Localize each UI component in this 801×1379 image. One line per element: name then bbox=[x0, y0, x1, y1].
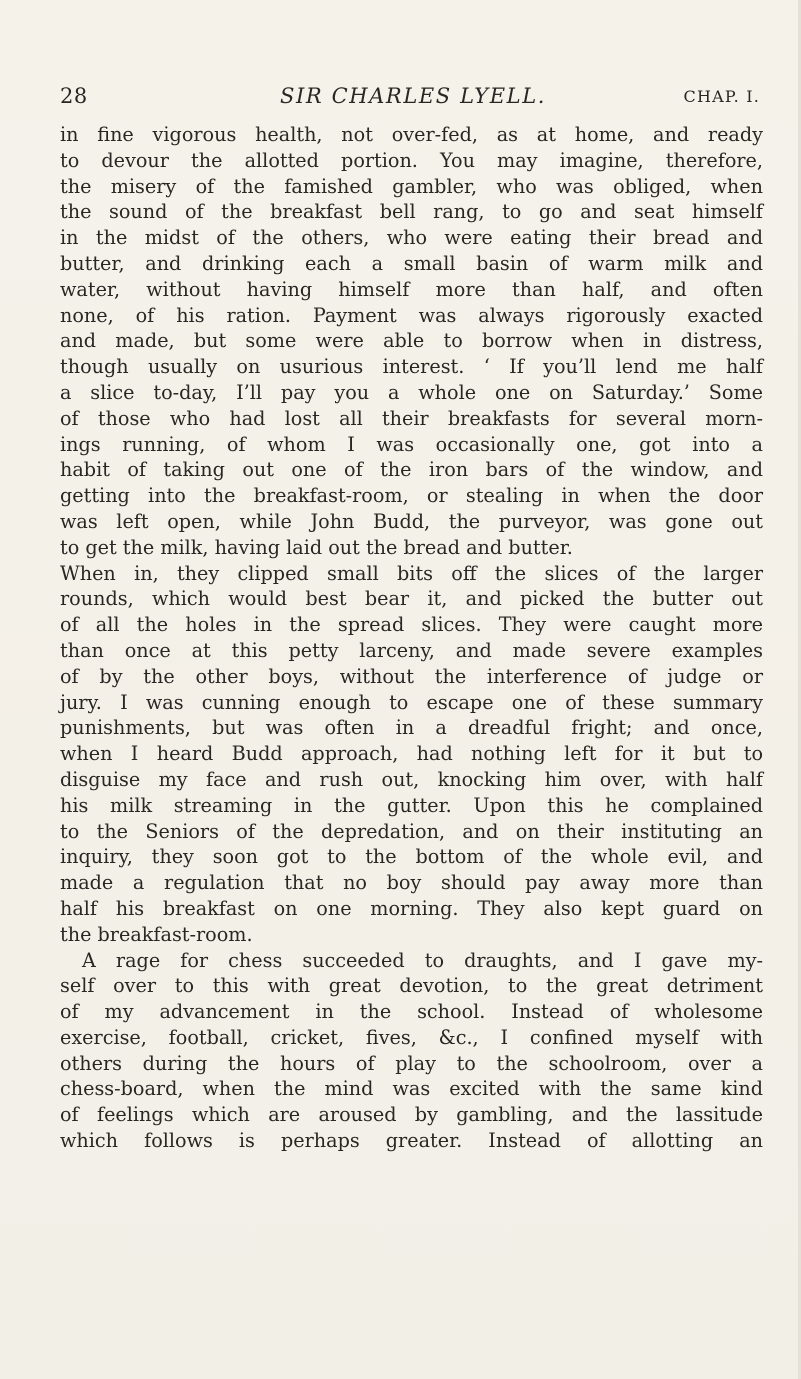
text-line: the sound of the breakfast bell rang, to go and seat himself bbox=[60, 200, 763, 224]
text-line: jury. I was cunning enough to escape one of these summary bbox=[60, 690, 763, 714]
text-line: to devour the allotted portion. You may imagine, therefore, bbox=[60, 148, 763, 172]
text-line: to the Seniors of the depredation, and on their instituting an bbox=[60, 819, 763, 843]
body-text bbox=[60, 122, 763, 1154]
text-line: When in, they clipped small bits off the slices of the larger bbox=[60, 561, 763, 585]
text-line: getting into the breakfast-room, or stealing in when the door bbox=[60, 484, 763, 508]
running-title: SIR CHARLES LYELL. bbox=[280, 84, 547, 108]
text-line: rounds, which would best bear it, and picked the butter out bbox=[60, 587, 763, 611]
text-line: of my advancement in the school. Instead of wholesome bbox=[60, 1000, 763, 1024]
text-line: A rage for chess succeeded to draughts, and I gave my- bbox=[82, 948, 763, 972]
text-line: habit of taking out one of the iron bars of the window, and bbox=[60, 458, 763, 482]
text-line: the breakfast-room. bbox=[60, 922, 253, 946]
text-line: was left open, while John Budd, the purveyor, was gone out bbox=[60, 509, 763, 533]
text-line: inquiry, they soon got to the bottom of the whole evil, and bbox=[60, 845, 763, 869]
text-line: his milk streaming in the gutter. Upon this he complained bbox=[60, 793, 763, 817]
text-line: butter, and drinking each a small basin of warm milk and bbox=[60, 251, 763, 275]
page-number: 28 bbox=[60, 84, 88, 108]
text-line: disguise my face and rush out, knocking him over, with half bbox=[60, 767, 763, 791]
text-line: exercise, football, cricket, fives, &c., I confined myself with bbox=[60, 1025, 763, 1049]
text-line: chess-board, when the mind was excited with the same kind bbox=[60, 1077, 763, 1101]
text-line: the misery of the famished gambler, who was obliged, when bbox=[60, 174, 763, 198]
text-line: water, without having himself more than half, and often bbox=[60, 277, 763, 301]
text-line: which follows is perhaps greater. Instead of allotting an bbox=[60, 1129, 763, 1153]
text-line: than once at this petty larceny, and made severe examples bbox=[60, 638, 763, 662]
text-line: made a regulation that no boy should pay away more than bbox=[60, 871, 763, 895]
text-line: and made, but some were able to borrow when in distress, bbox=[60, 329, 763, 353]
text-line: to get the milk, having laid out the bread and butter. bbox=[60, 535, 573, 559]
text-line: ings running, of whom I was occasionally one, got into a bbox=[60, 432, 763, 456]
text-line: when I heard Budd approach, had nothing left for it but to bbox=[60, 742, 763, 766]
text-line: in fine vigorous health, not over-fed, as at home, and ready bbox=[60, 123, 763, 146]
text-line: of by the other boys, without the interference of judge or bbox=[60, 664, 763, 688]
text-line: of all the holes in the spread slices. They were caught more bbox=[60, 613, 763, 637]
text-line: punishments, but was often in a dreadful fright; and once, bbox=[60, 716, 763, 740]
chapter-reference: CHAP. I. bbox=[683, 87, 760, 106]
text-line: self over to this with great devotion, to the great detriment bbox=[60, 974, 763, 998]
text-line: of those who had lost all their breakfasts for several morn- bbox=[60, 406, 763, 430]
text-line: others during the hours of play to the schoolroom, over a bbox=[60, 1051, 763, 1075]
text-line: none, of his ration. Payment was always rigorously exacted bbox=[60, 303, 763, 327]
text-line: half his breakfast on one morning. They also kept guard on bbox=[60, 896, 763, 920]
text-line: though usually on usurious interest. ‘ If you’ll lend me half bbox=[60, 355, 763, 379]
running-head bbox=[60, 84, 760, 114]
text-line: of feelings which are aroused by gambling, and the lassitude bbox=[60, 1103, 763, 1127]
text-line: in the midst of the others, who were eating their bread and bbox=[60, 226, 763, 250]
text-line: a slice to-day, I’ll pay you a whole one on Saturday.’ Some bbox=[60, 380, 763, 404]
